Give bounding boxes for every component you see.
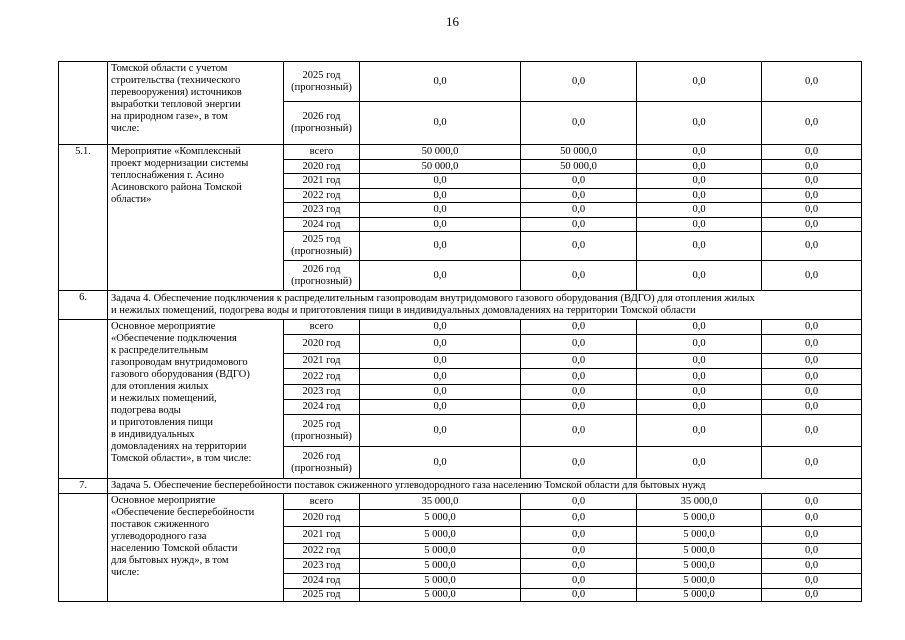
year-label: 2021 год	[302, 529, 341, 540]
value-cell: 0,0	[762, 544, 862, 559]
task-title-line: Задача 4. Обеспечение подключения к распределительным газопроводам внутридомового газового оборудования (ВДГО) для отопления жилых	[111, 293, 755, 304]
value-cell: 50 000,0	[521, 160, 637, 174]
year-cell	[284, 574, 360, 589]
value-cell: 35 000,0	[637, 494, 762, 510]
value-cell: 0,0	[762, 369, 862, 385]
year-cell	[284, 232, 360, 261]
value-cell: 0,0	[637, 145, 762, 160]
value-cell: 0,0	[637, 369, 762, 385]
task-title-line: Задача 5. Обеспечение бесперебойности поставок сжиженного углеводородного газа населению Томской области для бытовых нужд	[111, 480, 706, 491]
activity-name-line: домовладениях на территории	[111, 441, 247, 452]
year-cell	[284, 369, 360, 385]
activity-name-line: и нежилых помещений,	[111, 393, 217, 404]
year-label: 2023 год	[302, 560, 341, 571]
year-cell	[284, 189, 360, 203]
year-label: 2022 год	[302, 189, 341, 201]
value-cell: 0,0	[637, 62, 762, 102]
value-cell: 0,0	[637, 261, 762, 291]
value-cell: 0,0	[360, 174, 521, 189]
budget-table	[58, 61, 862, 602]
year-cell	[284, 400, 360, 415]
value-cell: 5 000,0	[637, 574, 762, 589]
value-cell: 5 000,0	[360, 589, 521, 602]
year-label: (прогнозный)	[291, 462, 352, 474]
year-cell	[284, 174, 360, 189]
task-row	[59, 291, 862, 320]
value-cell: 0,0	[637, 400, 762, 415]
value-cell: 0,0	[360, 102, 521, 145]
value-cell: 0,0	[762, 527, 862, 544]
value-cell: 0,0	[637, 447, 762, 479]
year-cell	[284, 160, 360, 174]
value-cell: 0,0	[762, 559, 862, 574]
value-cell: 0,0	[360, 261, 521, 291]
value-cell: 0,0	[637, 218, 762, 232]
year-label: 2023 год	[302, 386, 341, 397]
value-cell: 0,0	[521, 218, 637, 232]
value-cell: 0,0	[360, 203, 521, 218]
year-cell	[284, 145, 360, 160]
value-cell: 0,0	[521, 369, 637, 385]
activity-name-line: населению Томской области	[111, 543, 238, 554]
year-cell	[284, 335, 360, 354]
value-cell: 0,0	[360, 415, 521, 447]
value-cell: 0,0	[360, 62, 521, 102]
year-label: 2024 год	[302, 218, 341, 230]
value-cell: 0,0	[762, 415, 862, 447]
year-label: 2020 год	[302, 338, 341, 349]
activity-name-line: Основное мероприятие	[111, 321, 216, 332]
year-label: 2024 год	[302, 575, 341, 586]
activity-name-line: газового оборудования (ВДГО)	[111, 369, 250, 380]
year-cell	[284, 62, 360, 102]
value-cell: 0,0	[521, 232, 637, 261]
year-cell	[284, 354, 360, 369]
value-cell: 0,0	[762, 203, 862, 218]
activity-name-line: теплоснабжения г. Асино	[111, 170, 224, 181]
value-cell: 5 000,0	[360, 544, 521, 559]
value-cell: 0,0	[762, 102, 862, 145]
value-cell: 0,0	[637, 320, 762, 335]
activity-name-line: и приготовления пищи	[111, 417, 213, 428]
year-label: 2020 год	[302, 160, 341, 172]
value-cell: 0,0	[762, 574, 862, 589]
row-number: 5.1.	[59, 145, 108, 291]
table-row	[59, 494, 862, 510]
value-cell: 5 000,0	[637, 510, 762, 527]
value-cell: 0,0	[521, 415, 637, 447]
table-row	[59, 145, 862, 160]
year-cell	[284, 261, 360, 291]
activity-name-line: «Обеспечение подключения	[111, 333, 237, 344]
activity-name-line: Томской области с учетом	[111, 63, 228, 74]
value-cell: 0,0	[521, 400, 637, 415]
year-cell	[284, 527, 360, 544]
year-label: (прогнозный)	[291, 123, 352, 134]
value-cell: 0,0	[637, 354, 762, 369]
value-cell: 5 000,0	[637, 544, 762, 559]
value-cell: 0,0	[360, 369, 521, 385]
year-label: (прогнозный)	[291, 81, 352, 93]
task-title	[108, 291, 862, 320]
activity-name-line: к распределительным	[111, 345, 209, 356]
activity-name-line: Асиновского района Томской	[111, 182, 242, 193]
year-cell	[284, 415, 360, 447]
year-cell	[284, 218, 360, 232]
value-cell: 0,0	[762, 232, 862, 261]
value-cell: 0,0	[521, 574, 637, 589]
value-cell: 0,0	[521, 174, 637, 189]
row-number	[59, 62, 108, 145]
value-cell: 0,0	[360, 232, 521, 261]
value-cell: 5 000,0	[637, 589, 762, 602]
value-cell: 5 000,0	[637, 559, 762, 574]
activity-name-line: Мероприятие «Комплексный	[111, 146, 241, 157]
value-cell: 0,0	[360, 335, 521, 354]
activity-name-line: числе:	[111, 567, 140, 578]
value-cell: 0,0	[521, 320, 637, 335]
activity-name	[108, 62, 284, 145]
year-cell	[284, 510, 360, 527]
activity-name	[108, 145, 284, 291]
year-cell	[284, 385, 360, 400]
value-cell: 50 000,0	[521, 145, 637, 160]
value-cell: 0,0	[762, 335, 862, 354]
year-cell	[284, 102, 360, 145]
value-cell: 0,0	[762, 218, 862, 232]
year-cell	[284, 494, 360, 510]
activity-name-line: газопроводам внутридомового	[111, 357, 248, 368]
year-label: 2021 год	[302, 175, 341, 186]
value-cell: 0,0	[762, 145, 862, 160]
activity-name-line: Томской области», в том числе:	[111, 453, 252, 464]
year-cell	[284, 203, 360, 218]
activity-name-line: перевооружения) источников	[111, 87, 242, 98]
activity-name-line: углеводородного газа	[111, 531, 207, 542]
value-cell: 0,0	[521, 62, 637, 102]
activity-name-line: области»	[111, 194, 152, 205]
task-row	[59, 479, 862, 494]
year-cell	[284, 447, 360, 479]
value-cell: 0,0	[360, 400, 521, 415]
value-cell: 5 000,0	[637, 527, 762, 544]
table-row	[59, 320, 862, 335]
task-title	[108, 479, 862, 494]
activity-name-line: поставок сжиженного	[111, 519, 210, 530]
value-cell: 0,0	[762, 589, 862, 602]
activity-name	[108, 320, 284, 479]
activity-name-line: строительства (технического	[111, 75, 241, 86]
year-label: всего	[309, 321, 334, 332]
value-cell: 0,0	[637, 335, 762, 354]
year-cell	[284, 559, 360, 574]
activity-name-line: «Обеспечение бесперебойности	[111, 507, 255, 518]
year-label: всего	[309, 495, 334, 507]
value-cell: 0,0	[521, 102, 637, 145]
activity-name-line: Основное мероприятие	[111, 495, 216, 506]
table-row	[59, 62, 862, 102]
year-label: 2021 год	[302, 355, 341, 366]
year-label: 2025 год	[302, 418, 341, 430]
value-cell: 0,0	[637, 385, 762, 400]
year-label: (прогнозный)	[291, 430, 352, 442]
value-cell: 0,0	[360, 354, 521, 369]
value-cell: 50 000,0	[360, 160, 521, 174]
year-label: (прогнозный)	[291, 275, 352, 287]
value-cell: 0,0	[521, 589, 637, 602]
row-number: 7.	[59, 479, 108, 494]
activity-name-line: выработки тепловой энергии	[111, 99, 241, 110]
row-number	[59, 320, 108, 479]
value-cell: 0,0	[637, 232, 762, 261]
activity-name-line: в индивидуальных	[111, 429, 195, 440]
year-label: всего	[309, 146, 334, 157]
value-cell: 0,0	[360, 218, 521, 232]
activity-name-line: числе:	[111, 123, 140, 134]
year-label: 2025 год	[302, 69, 341, 81]
value-cell: 0,0	[360, 189, 521, 203]
year-label: (прогнозный)	[291, 246, 352, 257]
value-cell: 0,0	[762, 261, 862, 291]
year-cell	[284, 320, 360, 335]
value-cell: 0,0	[762, 62, 862, 102]
year-cell	[284, 544, 360, 559]
task-title-line: и нежилых помещений, подогрева воды и приготовления пищи в индивидуальных домовладениях на территории Томской области	[111, 305, 696, 316]
value-cell: 0,0	[762, 494, 862, 510]
value-cell: 0,0	[360, 320, 521, 335]
value-cell: 0,0	[762, 400, 862, 415]
value-cell: 0,0	[637, 160, 762, 174]
value-cell: 0,0	[762, 174, 862, 189]
activity-name-line: проект модернизации системы	[111, 158, 249, 169]
value-cell: 0,0	[762, 354, 862, 369]
value-cell: 0,0	[637, 415, 762, 447]
value-cell: 50 000,0	[360, 145, 521, 160]
activity-name-line: для бытовых нужд», в том	[111, 555, 229, 566]
year-label: 2026 год	[302, 111, 341, 122]
year-label: 2025 год	[302, 589, 341, 600]
value-cell: 0,0	[360, 385, 521, 400]
value-cell: 0,0	[637, 189, 762, 203]
value-cell: 0,0	[637, 102, 762, 145]
year-label: 2024 год	[302, 401, 341, 412]
value-cell: 35 000,0	[360, 494, 521, 510]
value-cell: 0,0	[637, 174, 762, 189]
value-cell: 5 000,0	[360, 527, 521, 544]
row-number	[59, 494, 108, 602]
value-cell: 0,0	[637, 203, 762, 218]
year-label: 2025 год	[302, 234, 341, 245]
year-label: 2022 год	[302, 545, 341, 556]
year-label: 2022 год	[302, 370, 341, 382]
activity-name	[108, 494, 284, 602]
value-cell: 0,0	[762, 160, 862, 174]
value-cell: 0,0	[521, 527, 637, 544]
value-cell: 0,0	[521, 354, 637, 369]
value-cell: 0,0	[360, 447, 521, 479]
value-cell: 0,0	[762, 189, 862, 203]
year-label: 2026 год	[302, 263, 341, 275]
value-cell: 0,0	[521, 261, 637, 291]
year-label: 2026 год	[302, 450, 341, 462]
value-cell: 0,0	[521, 385, 637, 400]
activity-name-line: для отопления жилых	[111, 381, 209, 392]
value-cell: 0,0	[521, 494, 637, 510]
activity-name-line: подогрева воды	[111, 405, 181, 416]
value-cell: 0,0	[521, 335, 637, 354]
value-cell: 0,0	[521, 510, 637, 527]
row-number: 6.	[59, 291, 108, 320]
value-cell: 0,0	[762, 385, 862, 400]
value-cell: 5 000,0	[360, 510, 521, 527]
value-cell: 0,0	[521, 203, 637, 218]
year-label: 2020 год	[302, 512, 341, 523]
value-cell: 0,0	[521, 189, 637, 203]
value-cell: 0,0	[521, 559, 637, 574]
activity-name-line: на природном газе», в том	[111, 111, 228, 122]
value-cell: 0,0	[762, 510, 862, 527]
year-cell	[284, 589, 360, 602]
value-cell: 0,0	[762, 447, 862, 479]
value-cell: 5 000,0	[360, 574, 521, 589]
value-cell: 5 000,0	[360, 559, 521, 574]
value-cell: 0,0	[762, 320, 862, 335]
value-cell: 0,0	[521, 447, 637, 479]
page-number: 16	[446, 14, 459, 29]
year-label: 2023 год	[302, 204, 341, 215]
value-cell: 0,0	[521, 544, 637, 559]
